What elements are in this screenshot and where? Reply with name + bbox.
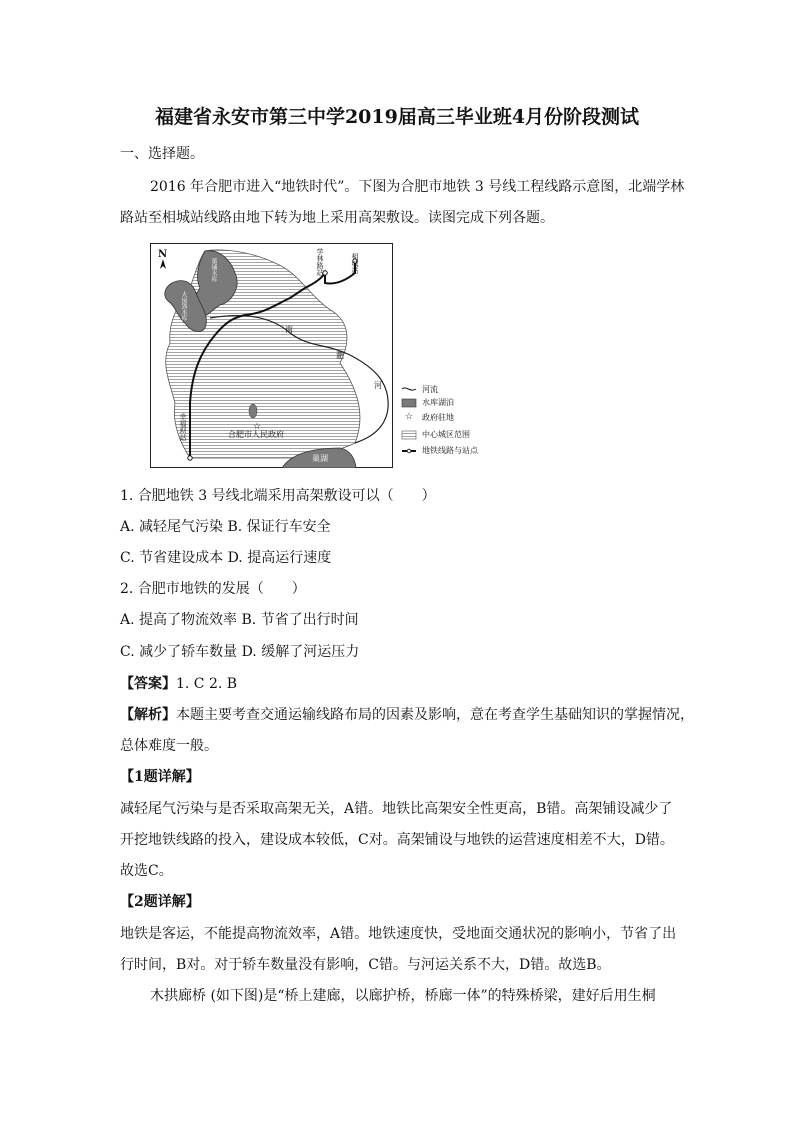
analysis-line-2: 总体难度一般。 [120,738,218,754]
analysis-label: 【解析】 [120,707,176,723]
detail-1-line-3: 故选C。 [120,863,173,879]
detail-2-line-1: 地铁是客运，不能提高物流效率，A错。地铁速度快，受地面交通状况的影响小，节省了出 [120,926,677,942]
gov-label: 合肥市人民政府 [228,430,284,439]
legend-gov: 政府驻地 [422,413,454,422]
dongpu-reservoir-label: 董铺水库 [210,258,217,282]
dafangying-reservoir-label: 大房郢水库 [180,291,187,321]
analysis-line-1: 【解析】本题主要考查交通运输线路布局的因素及影响，意在考查学生基础知识的掌握情况， [120,707,694,723]
south-station-label: 幸福坝站 [179,413,187,441]
legend-metro: 地铁线路与站点 [422,446,478,455]
detail-1-line-1: 减轻尾气污染与是否采取高架无关，A错。地铁比高架安全性更高，B错。高架铺设减少了 [120,801,673,817]
detail-2-line-2: 行时间，B对。对于轿车数量没有影响，C错。与河运关系不大，D错。故选B。 [120,957,611,973]
question-1: 1. 合肥地铁 3 号线北端采用高架敷设可以（ ） [120,488,436,504]
xiangcheng-station-label: 相城站 [351,253,359,274]
answer-value: 1. C 2. B [176,676,238,692]
detail-2-heading: 【2题详解】 [120,894,200,910]
legend-center: 中心城区范围 [422,430,470,439]
xuelin-station-label: 学林路站 [316,248,324,276]
legend-symbols [402,388,416,453]
question-2-options-cd: C. 减少了轿车数量 D. 缓解了河运压力 [120,644,360,660]
legend-river: 河流 [422,385,438,394]
river-char-3: 河 [374,381,382,390]
intro-line-2: 路站至相城站线路由地下转为地上采用高架敷设。读图完成下列各题。 [120,210,554,226]
intro-line-1: 2016 年合肥市进入“地铁时代”。下图为合肥市地铁 3 号线工程线路示意图，北端学林 [150,179,685,195]
river-char-2: 淝 [336,351,344,360]
question-1-options-cd: C. 节省建设成本 D. 提高运行速度 [120,550,332,566]
answer-label: 【答案】 [120,676,176,692]
section-heading: 一、选择题。 [120,146,204,162]
svg-text:☆: ☆ [404,412,414,422]
answer-line [120,675,237,693]
question-2: 2. 合肥市地铁的发展（ ） [120,581,306,597]
small-lake [249,404,257,418]
question-2-options-ab: A. 提高了物流效率 B. 节省了出行时间 [120,612,359,628]
river-char-1: 南 [285,325,293,334]
south-station-marker [188,456,192,460]
document-title: 福建省永安市第三中学2019届高三毕业班4月份阶段测试 [154,106,640,128]
next-paragraph: 木拱廊桥 (如下图)是“桥上建廊，以廊护桥，桥廊一体”的特殊桥梁，建好后用生桐 [150,988,656,1004]
detail-1-line-2: 开挖地铁线路的投入，建设成本较低，C对。高架铺设与地铁的运营速度相差不大，D错。 [120,832,674,848]
north-label: N [158,249,168,260]
metro-map-figure [150,243,493,468]
gov-star-icon: ☆ [252,422,262,432]
chaohu-label: 巢湖 [312,454,328,463]
legend-reservoir: 水库湖泊 [422,398,454,407]
question-1-options-ab: A. 减轻尾气污染 B. 保证行车安全 [120,519,331,535]
detail-1-heading: 【1题详解】 [120,769,200,785]
